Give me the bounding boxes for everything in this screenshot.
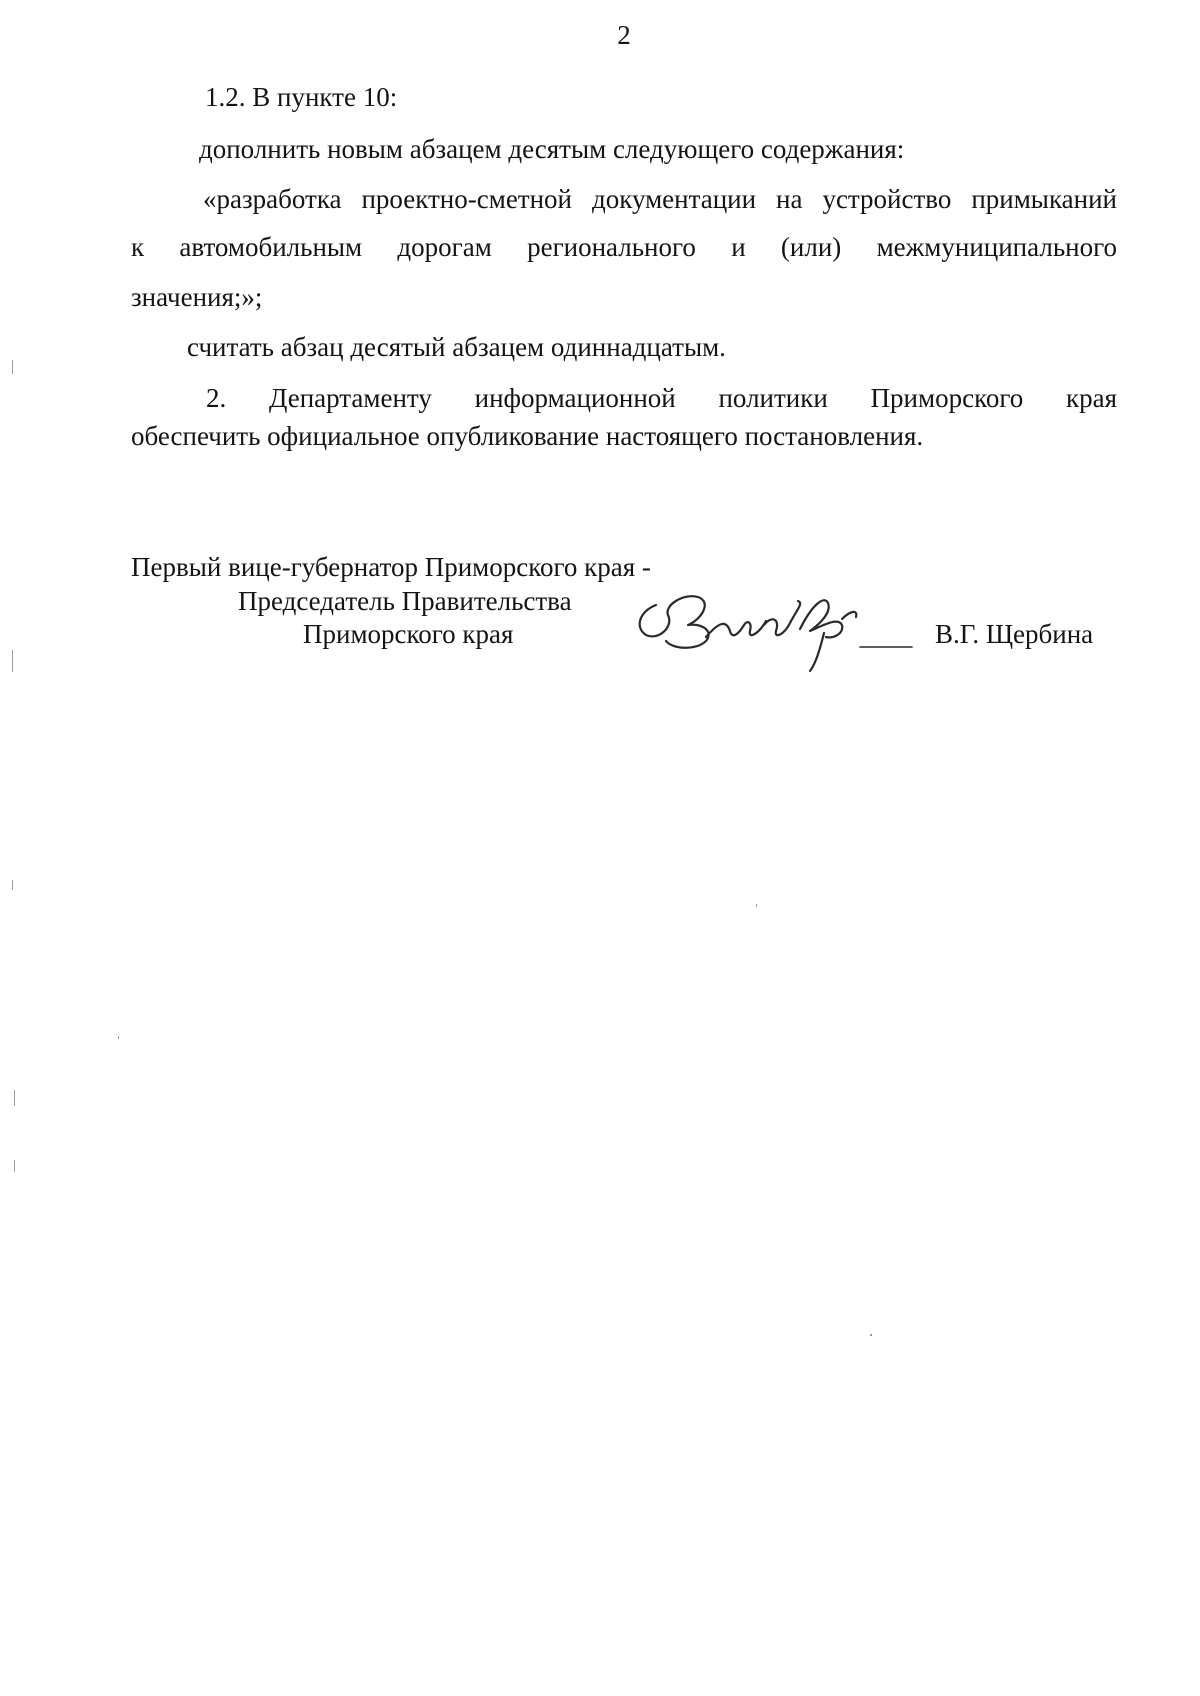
paragraph-supplement: дополнить новым абзацем десятым следующего содержания: <box>199 134 905 164</box>
section-heading: 1.2. В пункте 10: <box>205 82 398 112</box>
item-2-line-2: обеспечить официальное опубликование настоящего постановления. <box>131 421 924 451</box>
paragraph-renumber: считать абзац десятый абзацем одиннадцатым. <box>187 332 726 362</box>
signer-position-line-3: Приморского края <box>303 619 514 649</box>
quote-line-2: к автомобильным дорогам регионального и (или) межмуниципального <box>131 232 1117 262</box>
scan-speck <box>12 650 13 672</box>
signer-name: В.Г. Щербина <box>935 619 1094 649</box>
signer-position-line-1: Первый вице-губернатор Приморского края - <box>131 552 651 582</box>
scan-speck <box>14 1160 15 1172</box>
scan-speck <box>14 1090 15 1106</box>
scan-speck <box>118 1036 119 1039</box>
item-2-line-1: 2. Департаменту информационной политики Приморского края <box>206 383 1117 413</box>
quote-line-3: значения;»; <box>131 282 263 312</box>
handwritten-signature <box>628 575 918 675</box>
scan-speck <box>12 360 13 374</box>
page-number: 2 <box>617 20 631 50</box>
quote-line-1: «разработка проектно-сметной документации на устройство примыканий <box>203 184 1117 214</box>
signer-position-line-2: Председатель Правительства <box>238 586 572 616</box>
scan-speck <box>12 880 13 890</box>
scan-speck <box>756 904 757 907</box>
scan-speck <box>870 1334 872 1336</box>
